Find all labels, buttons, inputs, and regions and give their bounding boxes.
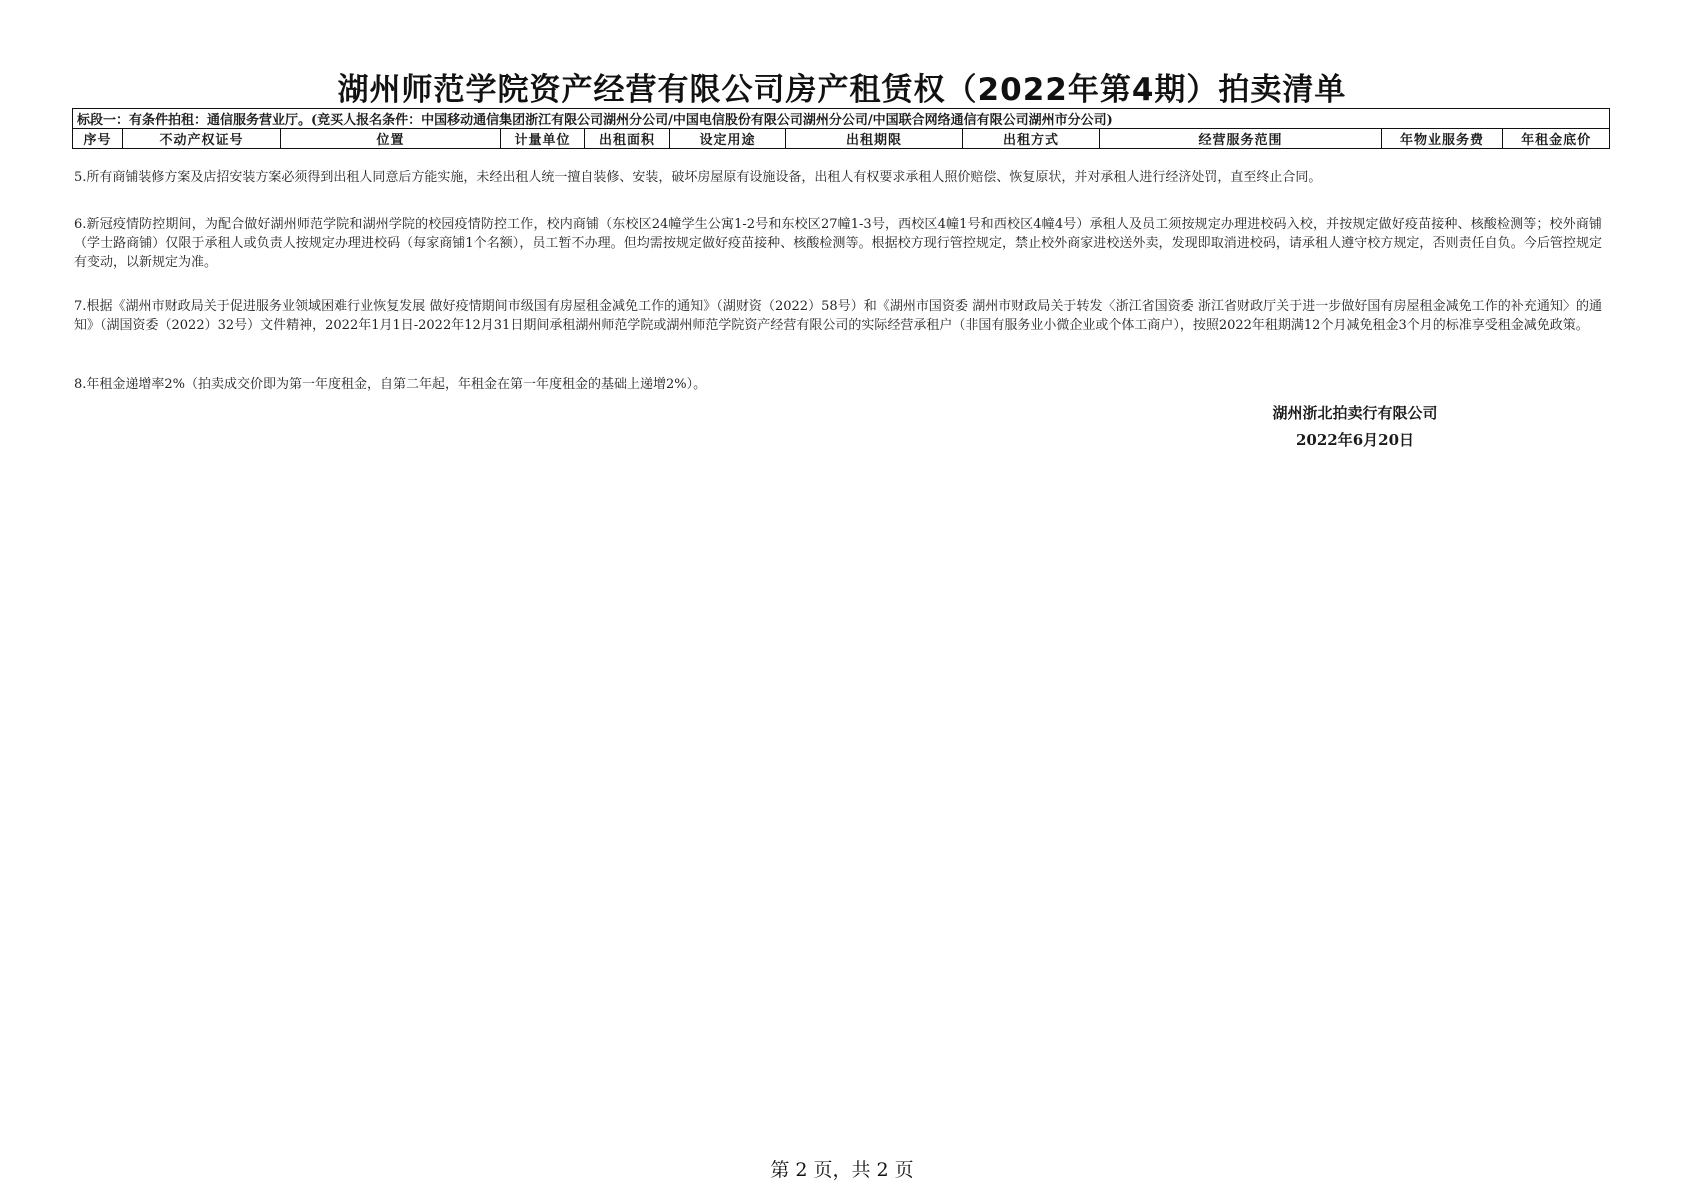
column-header: 出租期限	[786, 129, 963, 149]
page-footer: 第 2 页，共 2 页	[770, 1159, 914, 1181]
document-title: 湖州师范学院资产经营有限公司房产租赁权（2022年第4期）拍卖清单	[337, 72, 1347, 108]
lot-header: 标段一：有条件拍租：通信服务营业厅。(竞买人报名条件：中国移动通信集团浙江有限公司湖州分公司/中国电信股份有限公司湖州分公司/中国联合网络通信有限公司湖州市分公司)	[73, 109, 1610, 129]
column-header: 不动产权证号	[123, 129, 281, 149]
note-paragraph: 5.所有商铺装修方案及店招安装方案必须得到出租人同意后方能实施，未经出租人统一擅自装修、安装，破坏房屋原有设施设备，出租人有权要求承租人照价赔偿、恢复原状，并对承租人进行经济处罚，直至终止合同。	[74, 170, 1322, 185]
note-paragraph: 6.新冠疫情防控期间，为配合做好湖州师范学院和湖州学院的校园疫情防控工作，校内商铺（东校区24幢学生公寓1-2号和东校区27幢1-3号，西校区4幢1号和西校区4幢4号）承租人及员工须按规定办理进校码入校，并按规定做好疫苗接种、核酸检测等；校外商铺（学士路商铺）仅限于承租人或负责人按规定办理进校码（每家商铺1个名额），员工暂不办理。但均需按规定做好疫苗接种、核酸检测等。根据校方现行管控规定，禁止校外商家进校送外卖，发现即取消进校码，请承租人遵守校方规定，否则责任自负。今后管控规定有变动，以新规定为准。	[74, 217, 1602, 270]
column-header: 出租面积	[585, 129, 670, 149]
signature-block	[1235, 400, 1475, 454]
column-header-row	[73, 129, 1610, 149]
auction-list-table	[72, 108, 1610, 149]
note-paragraph: 7.根据《湖州市财政局关于促进服务业领域困难行业恢复发展 做好疫情期间市级国有房屋租金减免工作的通知》（湖财资（2022）58号）和《湖州市国资委 湖州市财政局关于转发〈浙江省国资委 浙江省财政厅关于进一步做好国有房屋租金减免工作的补充通知〉的通知》（湖国资委（2022）32号）文件精神，2022年1月1日-2022年12月31日期间承租湖州师范学院或湖州师范学院资产经营有限公司的实际经营承租户（非国有服务业小微企业或个体工商户），按照2022年租期满12个月减免租金3个月的标准享受租金减免政策。	[74, 299, 1602, 333]
column-header: 计量单位	[501, 129, 585, 149]
column-header: 出租方式	[963, 129, 1100, 149]
column-header: 设定用途	[670, 129, 786, 149]
column-header: 年物业服务费	[1382, 129, 1503, 149]
lot-header-row	[73, 109, 1610, 129]
signature-company: 湖州浙北拍卖行有限公司	[1272, 404, 1438, 422]
column-header: 经营服务范围	[1100, 129, 1382, 149]
column-header: 年租金底价	[1503, 129, 1610, 149]
signature-date: 2022年6月20日	[1295, 431, 1415, 449]
note-paragraph: 8.年租金递增率2%（拍卖成交价即为第一年度租金，自第二年起，年租金在第一年度租金的基础上递增2%）。	[74, 377, 707, 392]
column-header: 位置	[281, 129, 501, 149]
column-header: 序号	[73, 129, 123, 149]
